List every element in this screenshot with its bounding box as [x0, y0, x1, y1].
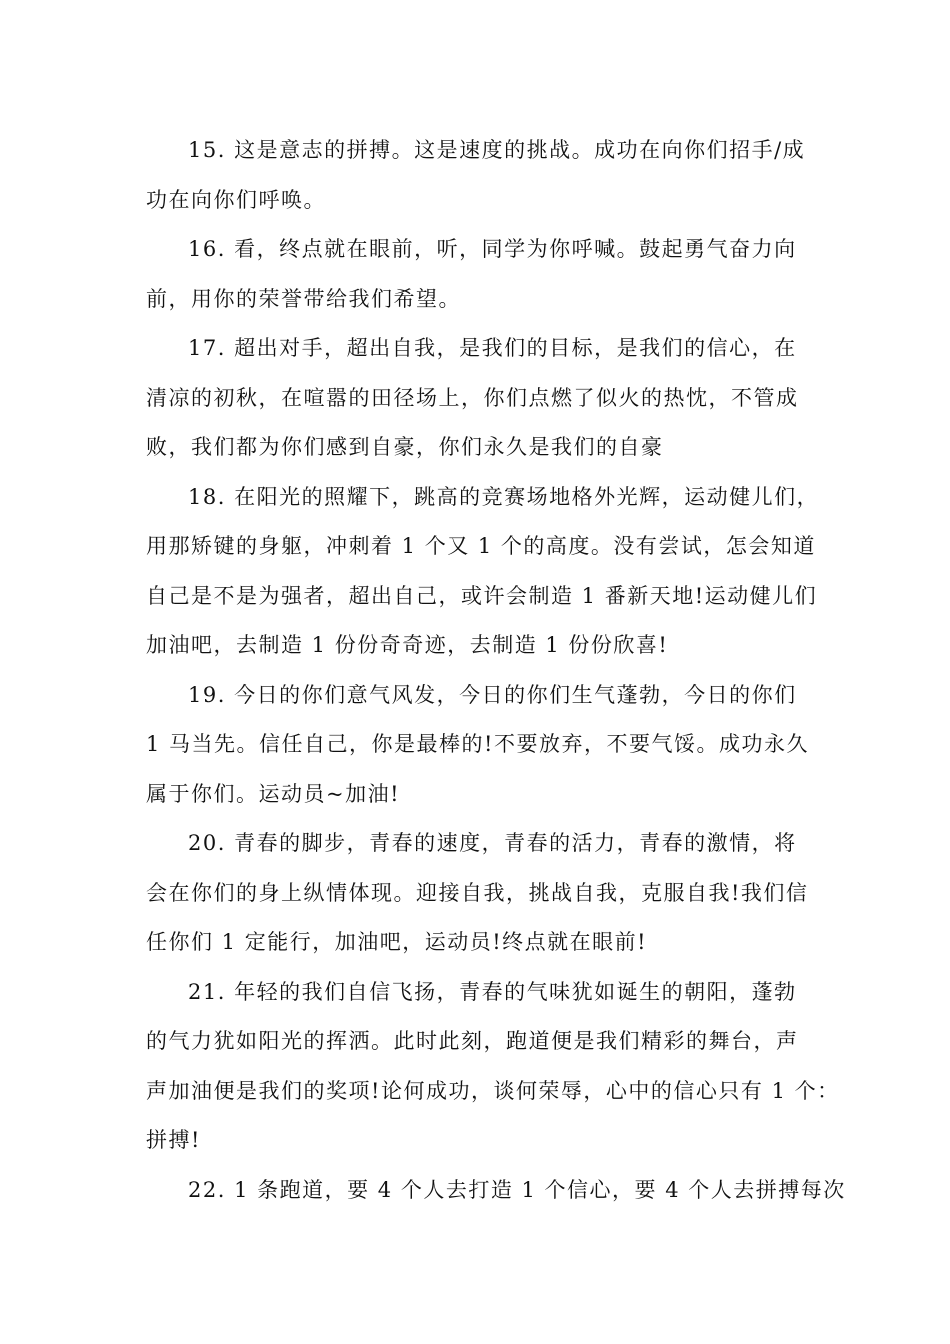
paragraph-line: 21. 年轻的我们自信飞扬，青春的气味犹如诞生的朝阳，蓬勃: [188, 979, 797, 1004]
paragraph-line: 18. 在阳光的照耀下，跳高的竞赛场地格外光辉，运动健儿们，: [188, 484, 820, 509]
paragraph-22: [146, 1166, 846, 1216]
document-body: [146, 126, 846, 1215]
paragraph-line: 败，我们都为你们感到自豪，你们永久是我们的自豪: [146, 435, 664, 459]
paragraph-line: 前，用你的荣誉带给我们希望。: [146, 286, 461, 311]
paragraph-line: 功在向你们呼唤。: [146, 187, 326, 212]
paragraph-line: 声加油便是我们的奖项!论何成功，谈何荣辱，心中的信心只有 1 个：: [146, 1078, 840, 1103]
paragraph-line: 19. 今日的你们意气风发，今日的你们生气蓬勃，今日的你们: [188, 682, 797, 707]
paragraph-line: 自己是不是为强者，超出自己，或许会制造 1 番新天地!运动健儿们: [146, 583, 818, 608]
paragraph-line: 拼搏!: [146, 1128, 201, 1152]
paragraph-17: [146, 324, 826, 473]
paragraph-line: 16. 看，终点就在眼前，听，同学为你呼喊。鼓起勇气奋力向: [188, 237, 797, 261]
paragraph-line: 任你们 1 定能行，加油吧，运动员!终点就在眼前!: [146, 930, 648, 954]
paragraph-line: 清凉的初秋，在喧嚣的田径场上，你们点燃了似火的热忱，不管成: [146, 385, 799, 410]
paragraph-line: 会在你们的身上纵情体现。迎接自我，挑战自我，克服自我!我们信: [146, 880, 809, 905]
paragraph-line: 22. 1 条跑道，要 4 个人去打造 1 个信心，要 4 个人去拼搏每次: [188, 1177, 846, 1202]
paragraph-21: [146, 968, 840, 1166]
paragraph-20: [146, 819, 826, 968]
paragraph-line: 加油吧，去制造 1 份份奇奇迹，去制造 1 份份欣喜!: [146, 633, 669, 657]
paragraph-19: [146, 671, 826, 820]
paragraph-line: 17. 超出对手，超出自我，是我们的目标，是我们的信心，在: [188, 336, 797, 360]
paragraph-16: [146, 225, 826, 324]
paragraph-15: [146, 126, 826, 225]
paragraph-line: 1 马当先。信任自己，你是最棒的!不要放弃，不要气馁。成功永久: [146, 732, 809, 756]
paragraph-line: 属于你们。运动员~加油!: [146, 781, 401, 806]
paragraph-line: 用那矫键的身躯，冲刺着 1 个又 1 个的高度。没有尝试，怎会知道: [146, 534, 816, 558]
paragraph-line: 15. 这是意志的拼搏。这是速度的挑战。成功在向你们招手/成: [188, 138, 806, 162]
paragraph-line: 的气力犹如阳光的挥洒。此时此刻，跑道便是我们精彩的舞台，声: [146, 1029, 799, 1053]
paragraph-line: 20. 青春的脚步，青春的速度，青春的活力，青春的激情，将: [188, 831, 797, 855]
paragraph-18: [146, 473, 826, 671]
